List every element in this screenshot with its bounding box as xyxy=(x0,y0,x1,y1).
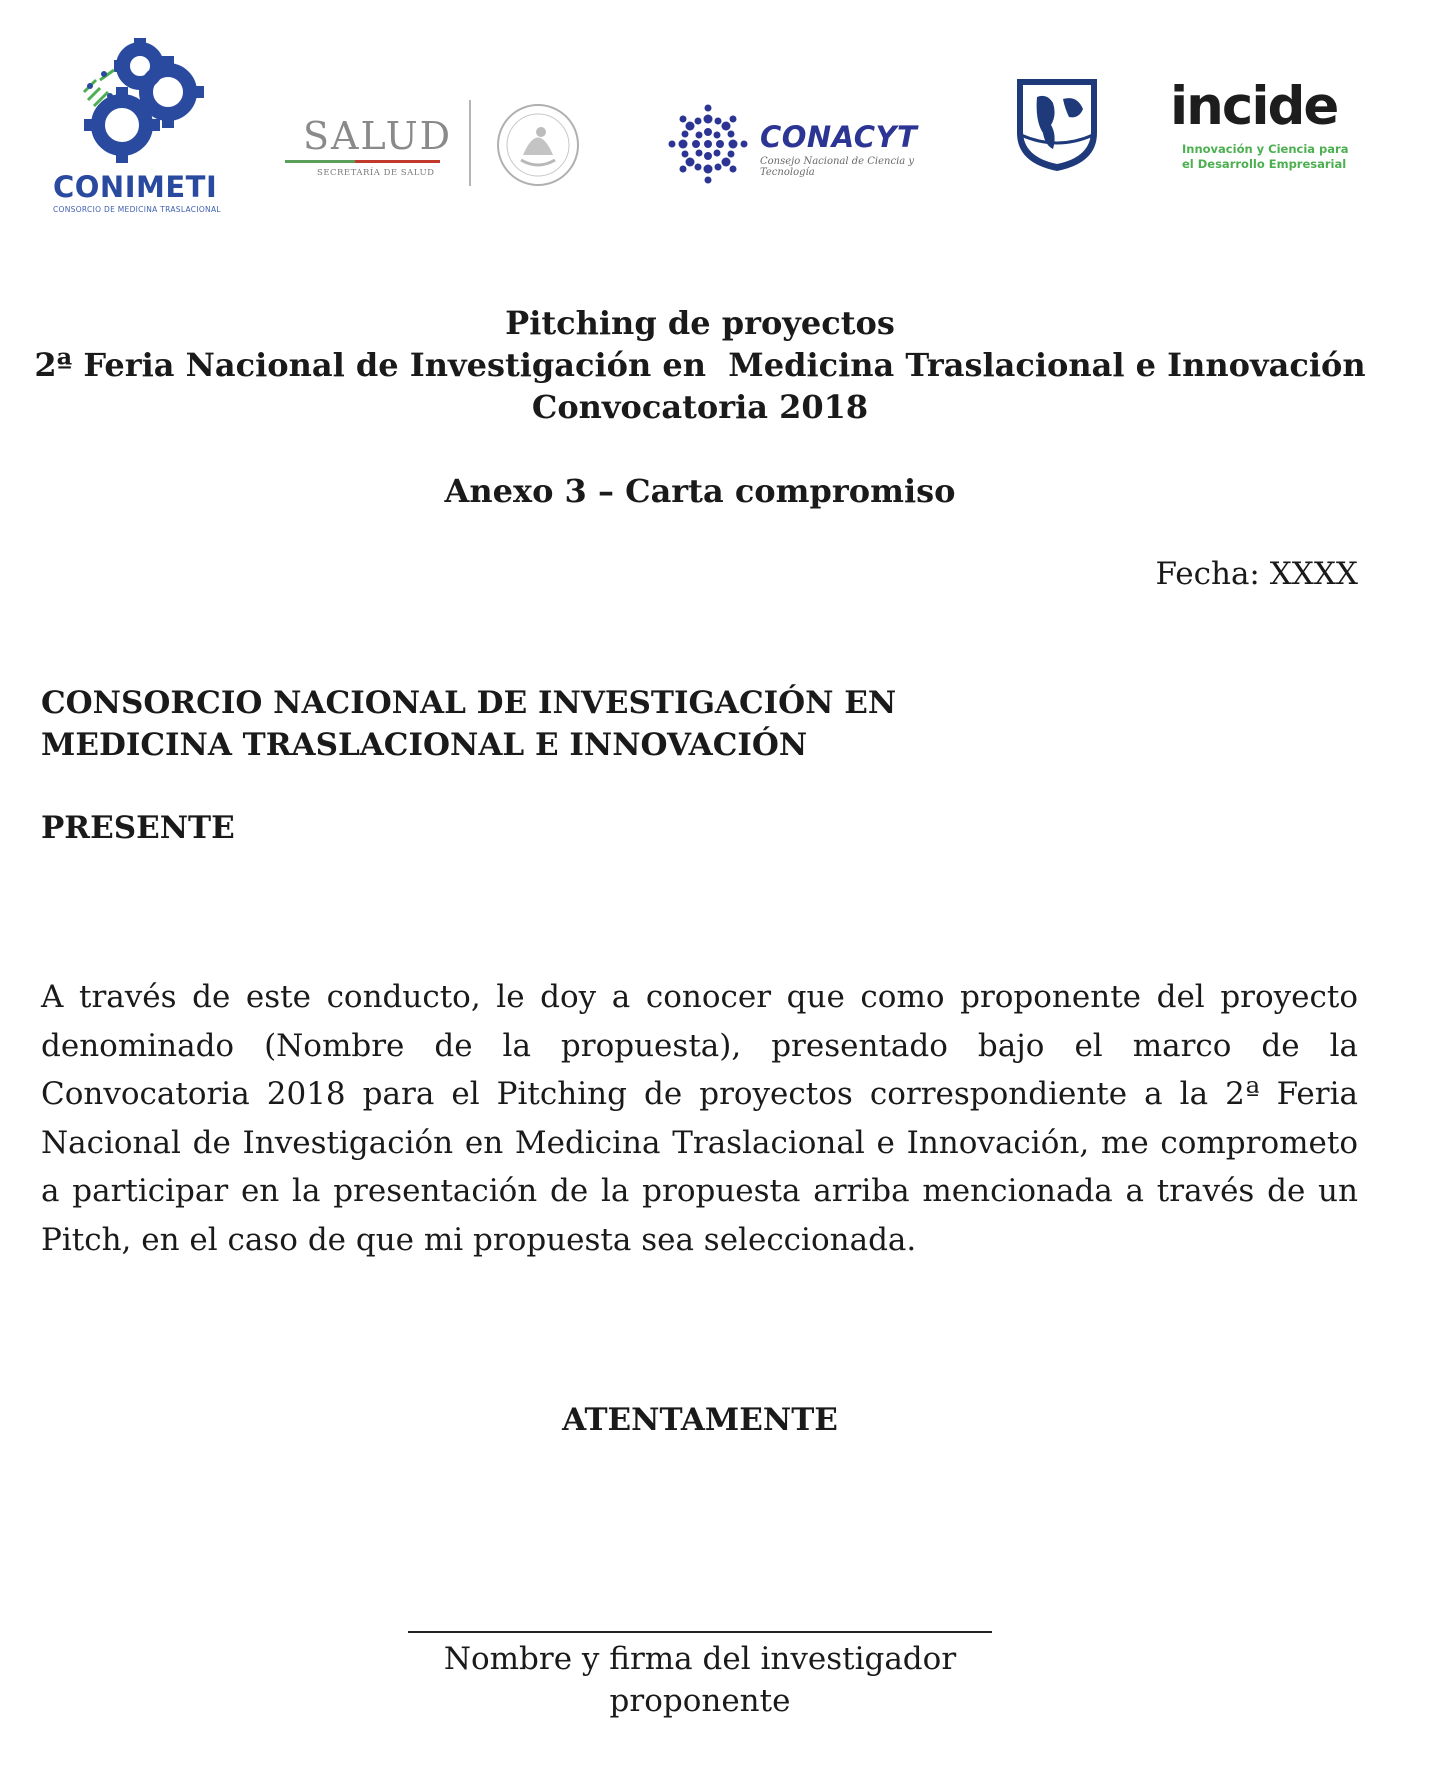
signature-caption xyxy=(350,1638,1050,1722)
unam-logo xyxy=(1013,75,1101,173)
incide-subtitle xyxy=(1182,142,1352,172)
signature-caption-line-1: Nombre y firma del investigador xyxy=(443,1641,957,1677)
unam-shield-icon xyxy=(1013,75,1101,173)
conimeti-wordmark: CONIMETI xyxy=(53,170,218,204)
recipient-block xyxy=(41,682,1041,766)
recipient-line-1: CONSORCIO NACIONAL DE INVESTIGACIÓN EN xyxy=(41,685,897,721)
incide-wordmark: incide xyxy=(1170,76,1338,137)
closing: ATENTAMENTE xyxy=(562,1402,838,1438)
letter-body: A través de este conducto, le doy a conocer que como proponente del proyecto denominado (Nombre de la propuesta), presentado bajo el marco de la Convocatoria 2018 para el Pitching de proyectos correspondiente a la 2ª Feria Nacional de Investigación en Medicina Traslacional e Innovación, me comprometo a participar en la presentación de la propuesta arriba mencionada a través de un Pitch, en el caso de que mi propuesta sea seleccionada. xyxy=(41,979,1358,1258)
salud-logo xyxy=(285,100,595,200)
recipient-line-2: MEDICINA TRASLACIONAL E INNOVACIÓN xyxy=(41,727,808,763)
salud-subtitle: SECRETARÍA DE SALUD xyxy=(317,168,435,178)
salud-green-stripe xyxy=(285,160,355,163)
title-line-1: Pitching de proyectos xyxy=(505,304,895,342)
salud-divider xyxy=(469,100,471,186)
gears-icon xyxy=(70,30,210,170)
salud-wordmark: SALUD xyxy=(303,114,453,158)
title-line-3: Convocatoria 2018 xyxy=(531,388,869,426)
signature-line xyxy=(408,1631,992,1633)
incide-subtitle-line2: el Desarrollo Empresarial xyxy=(1182,157,1347,171)
incide-logo xyxy=(1170,76,1349,178)
annex-heading: Anexo 3 – Carta compromiso xyxy=(444,472,956,510)
date-field: Fecha: XXXX xyxy=(1155,556,1358,592)
title-line-2: 2ª Feria Nacional de Investigación en Medicina Traslacional e Innovación xyxy=(34,346,1366,384)
conacyt-subtitle: Consejo Nacional de Ciencia y Tecnología xyxy=(760,156,915,178)
conimeti-subtitle: CONSORCIO DE MEDICINA TRASLACIONAL xyxy=(53,205,221,214)
greeting: PRESENTE xyxy=(41,810,235,846)
conimeti-logo xyxy=(40,30,230,220)
signature-caption-line-2: proponente xyxy=(609,1683,791,1719)
salud-red-stripe xyxy=(355,160,440,163)
conacyt-logo xyxy=(668,104,948,184)
conacyt-wordmark: CONACYT xyxy=(760,120,918,154)
incide-subtitle-line1: Innovación y Ciencia para xyxy=(1182,142,1349,156)
document-title xyxy=(0,302,1400,428)
mexico-seal-icon xyxy=(493,100,583,190)
conacyt-dots-icon xyxy=(668,104,748,184)
